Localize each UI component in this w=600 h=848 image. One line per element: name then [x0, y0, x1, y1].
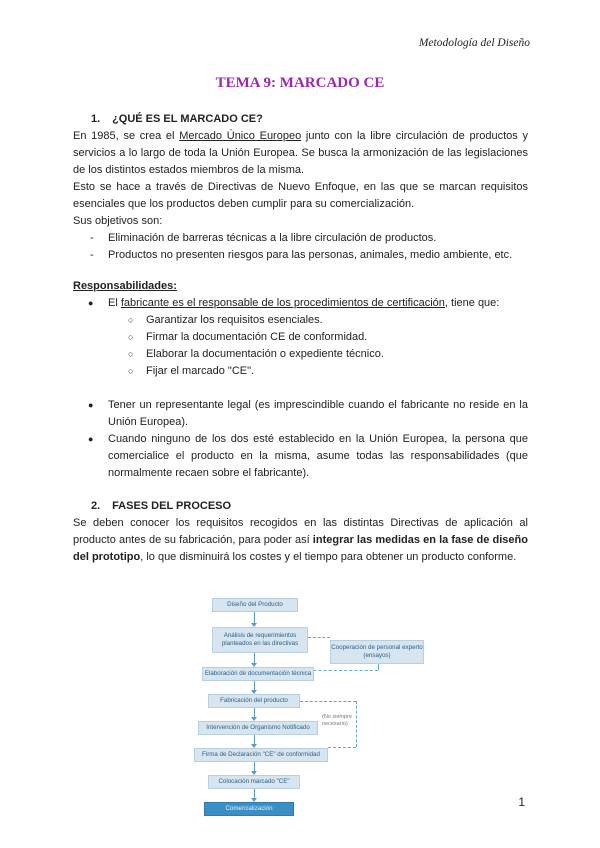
flow-arrow [254, 681, 255, 691]
sub-item [73, 346, 528, 363]
flow-arrow [254, 762, 255, 772]
list-item-text: Eliminación de barreras técnicas a la libre circulación de productos. [108, 232, 437, 244]
list-item [73, 247, 528, 264]
paragraph-2: Esto se hace a través de Directivas de Nuevo Enfoque, en las que se marcan requisitos esenciales que los productos deben cumplir para su comercialización. [73, 181, 528, 210]
flow-arrow [254, 735, 255, 745]
dash-marker: - [90, 249, 94, 261]
paragraph-1-text-a: En 1985, se crea el [73, 130, 180, 142]
flow-connector-dashed [308, 670, 378, 671]
section-2-heading [73, 498, 528, 515]
section-1-title: ¿QUÉ ES EL MARCADO CE? [112, 113, 263, 125]
page-number: 1 [518, 795, 525, 809]
sub-item [73, 329, 528, 346]
paragraph-4-text-a: Se deben conocer los requisitos recogidos en las distintas Directivas de aplicación al producto antes de su fabricación, para poder así [73, 517, 528, 546]
paragraph-1-text-b: junto con la libre circulación de productos y servicios a lo largo de toda la Unión Europea. Se busca la armonización de las legislaciones de los distintos estados miembros de la misma. [73, 130, 528, 176]
paragraph-3: Sus objetivos son: [73, 215, 163, 227]
flow-step-ce-marking: Colocación marcado "CE" [208, 775, 300, 789]
bullet-representative [73, 397, 528, 431]
flow-step-commercialization: Comercialización [204, 802, 294, 816]
flow-connector-dashed [328, 747, 356, 748]
sub-item [73, 363, 528, 380]
running-header: Metodología del Diseño [418, 37, 530, 49]
bullet-marker: ● [88, 434, 94, 444]
bullet-marker: ● [88, 400, 94, 410]
flow-arrow [254, 612, 255, 624]
flow-connector-dashed [300, 701, 356, 702]
objectives-list [73, 230, 528, 264]
flow-side-expert: Cooperación de personal experto (ensayos) [330, 640, 424, 664]
sub-item-text: Firmar la documentación CE de conformidad. [146, 331, 368, 343]
process-flow-diagram [194, 592, 424, 817]
bullet-text-b: , tiene que: [444, 297, 500, 309]
bullet-text-a: El [108, 297, 121, 309]
paragraph-1 [73, 128, 528, 179]
circle-marker: ○ [128, 366, 134, 376]
bullet-text: Cuando ninguno de los dos esté establecido en la Unión Europea, la persona que comercialice el producto en la misma, asume todas las responsabilidades (que normalmente recaen sobre el fabricante). [108, 433, 528, 479]
dash-marker: - [90, 232, 94, 244]
section-1-number: 1. [91, 113, 101, 125]
paragraph-4-bold: integrar las medidas en la fase de diseño del prototipo [73, 534, 528, 563]
spacer [73, 380, 528, 397]
flow-step-declaration: Firma de Declaración "CE" de conformidad [194, 748, 328, 762]
bullet-text: Tener un representante legal (es imprescindible cuando el fabricante no reside en la Unión Europea). [108, 399, 528, 428]
flow-connector-dashed [356, 701, 357, 747]
main-content [73, 111, 528, 566]
bullet-distributor [73, 431, 528, 482]
page-title: TEMA 9: MARCADO CE [215, 75, 385, 91]
flow-step-design: Diseño del Producto [212, 598, 298, 612]
circle-marker: ○ [128, 349, 134, 359]
mercado-unico-link: Mercado Único Europeo [179, 130, 302, 142]
paragraph-4 [73, 515, 528, 566]
sub-item-text: Elaborar la documentación o expediente técnico. [146, 348, 384, 360]
circle-marker: ○ [128, 332, 134, 342]
flow-connector-dashed [378, 664, 379, 670]
bullet-manufacturer [73, 295, 528, 312]
section-2-title: FASES DEL PROCESO [112, 500, 232, 512]
section-2-number: 2. [91, 500, 101, 512]
sub-item [73, 312, 528, 329]
circle-marker: ○ [128, 315, 134, 325]
paragraph-4-text-b: , lo que disminuirá los costes y el tiempo para obtener un producto conforme. [140, 551, 517, 563]
bullet-marker: ● [88, 298, 94, 308]
flow-arrow [254, 708, 255, 718]
flow-arrow [254, 653, 255, 664]
flow-connector-dashed [308, 637, 330, 638]
section-1-heading [73, 111, 528, 128]
list-item [73, 230, 528, 247]
flow-step-documentation: Elaboración de documentación técnica [202, 667, 314, 681]
flow-step-notified-body: Intervención de Organismo Notificado [198, 721, 318, 735]
sub-item-text: Garantizar los requisitos esenciales. [146, 314, 323, 326]
flow-arrow [254, 789, 255, 799]
list-item-text: Productos no presenten riesgos para las personas, animales, medio ambiente, etc. [108, 249, 513, 261]
flow-note: (No siempre necesario) [322, 714, 352, 727]
sub-item-text: Fijar el marcado "CE". [146, 365, 255, 377]
flow-step-analysis: Análisis de requerimientos planteados en las directivas [212, 627, 308, 653]
flow-step-manufacturing: Fabricación del producto [208, 694, 300, 708]
fabricante-link: fabricante es el responsable de los procedimientos de certificación [120, 297, 445, 309]
responsibilities-heading: Responsabilidades: [73, 280, 177, 292]
